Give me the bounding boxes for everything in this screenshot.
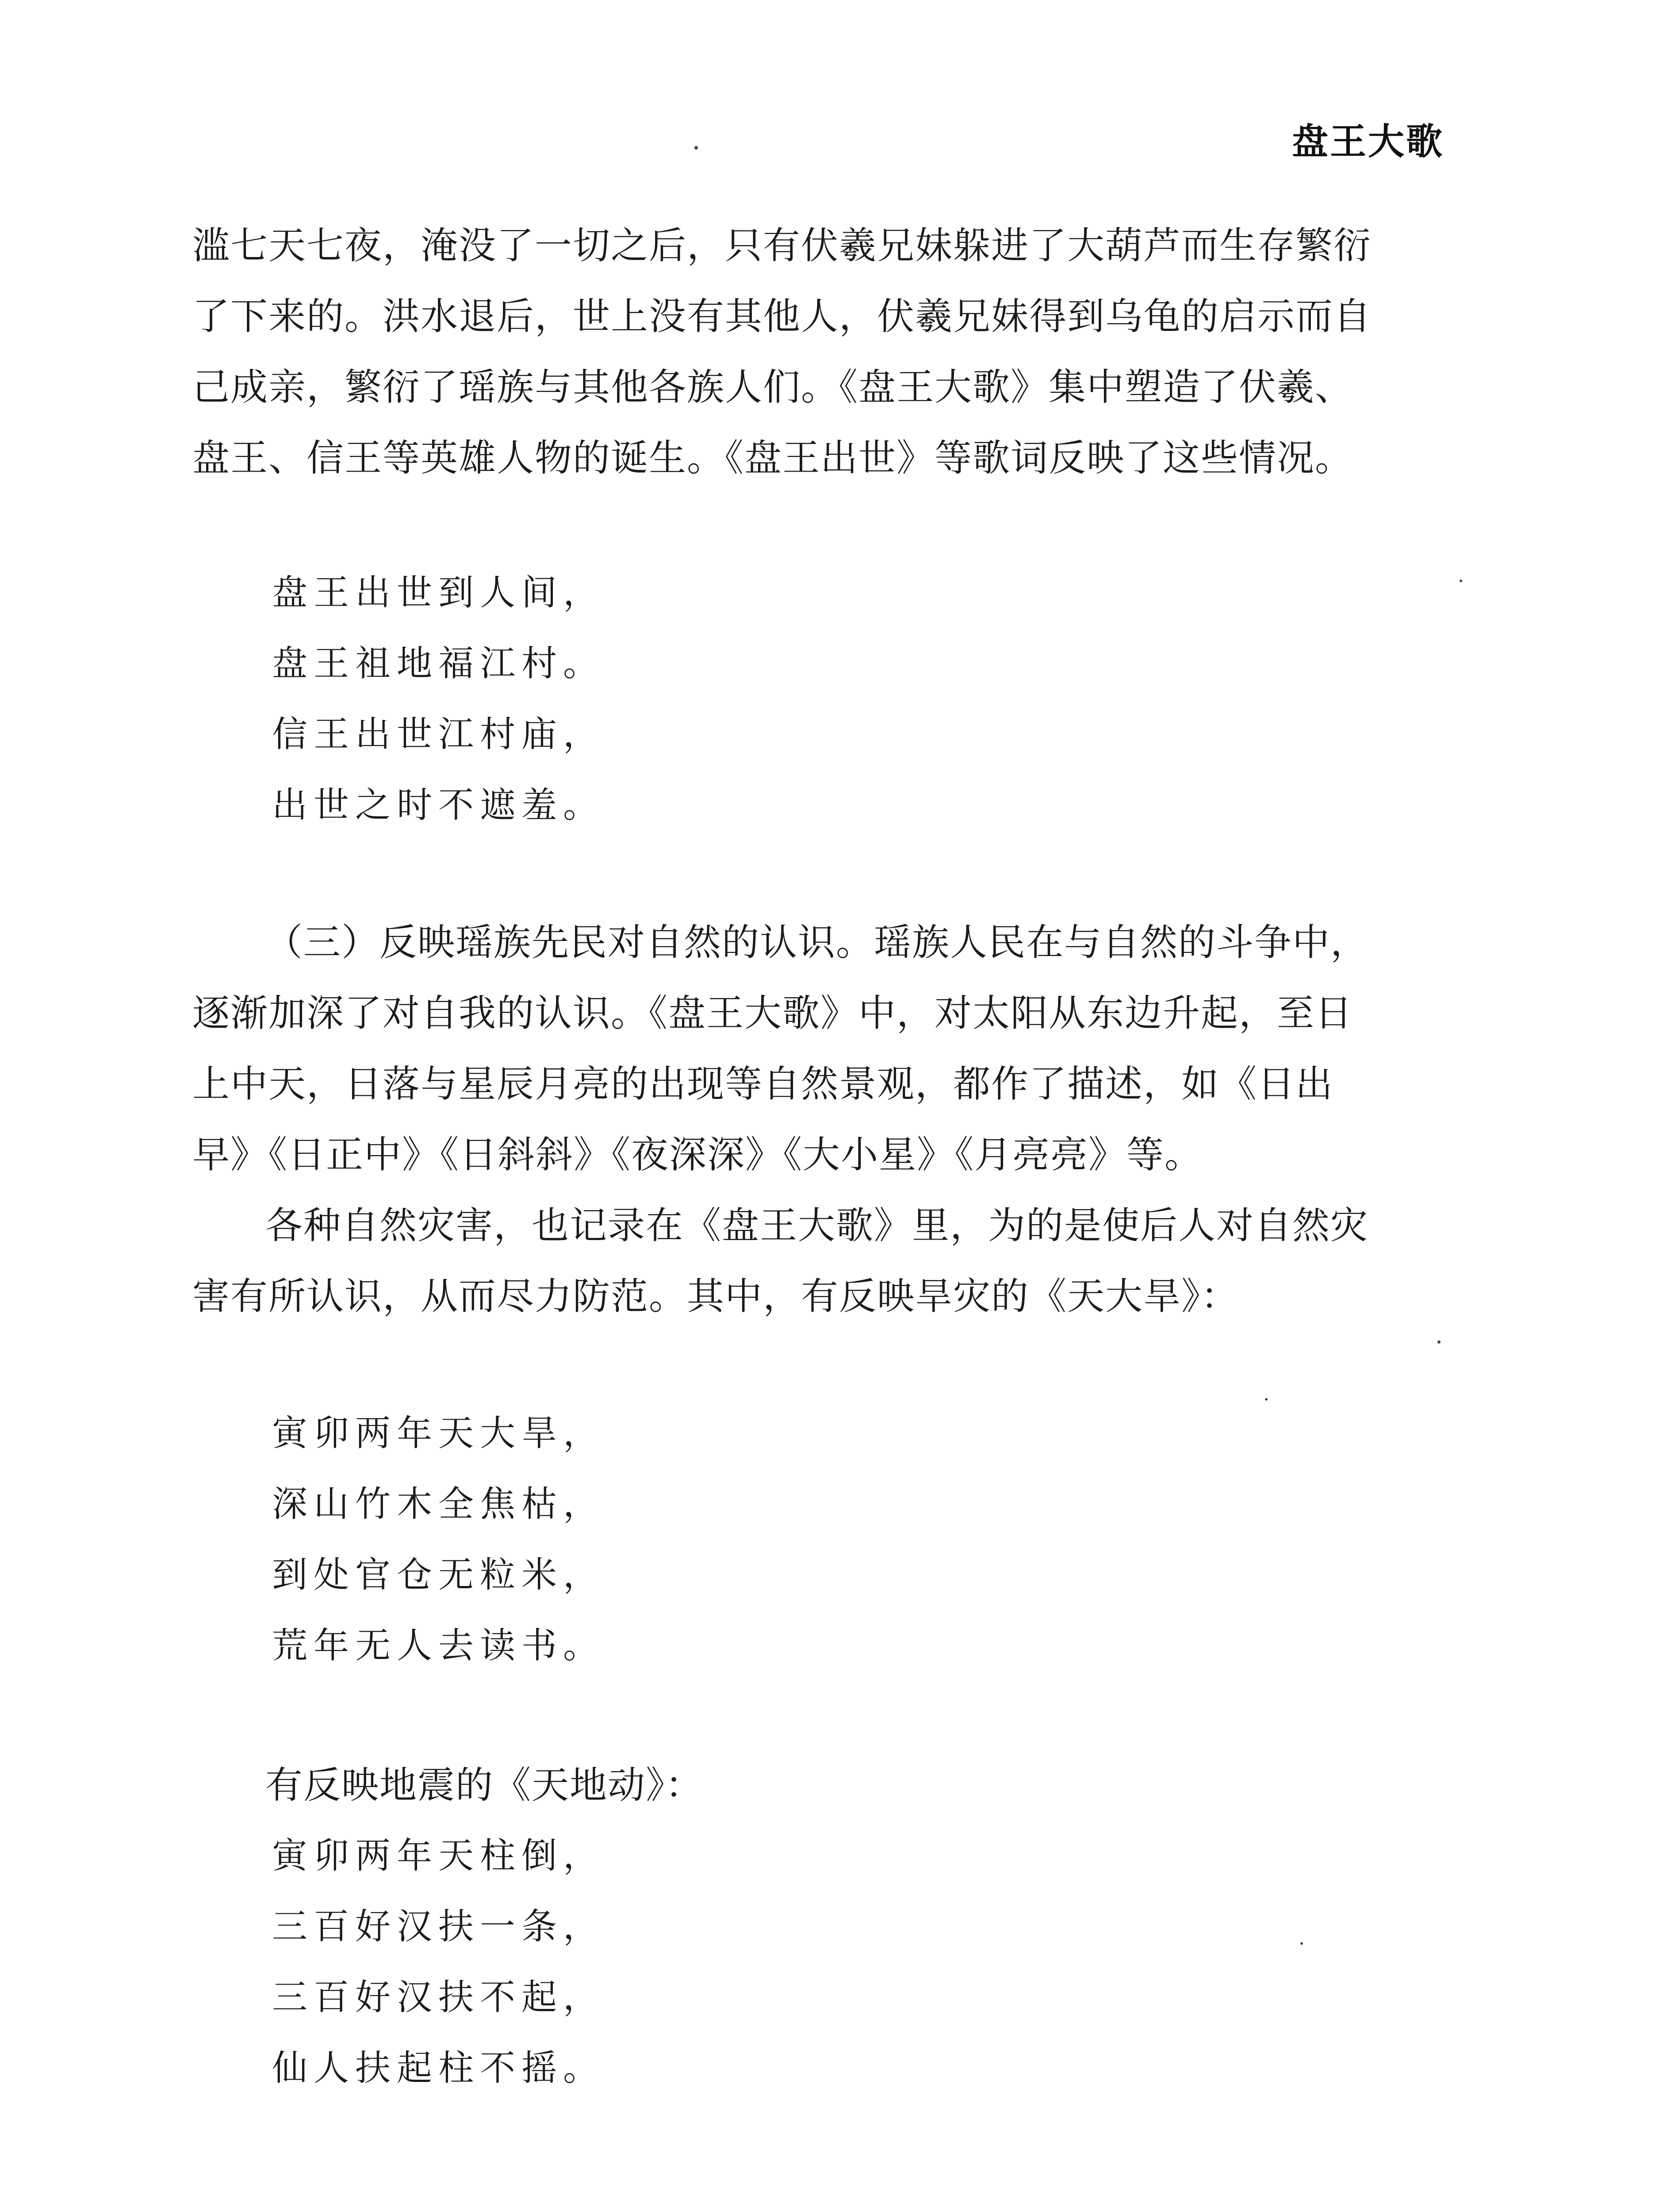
paragraph-line: 盘王、信王等英雄人物的诞生。《盘王出世》等歌词反映了这些情况。 bbox=[192, 436, 1353, 480]
paragraph-line: 逐渐加深了对自我的认识。《盘王大歌》中，对太阳从东边升起，至日 bbox=[192, 991, 1353, 1035]
paragraph-line: 各种自然灾害，也记录在《盘王大歌》里，为的是使后人对自然灾 bbox=[265, 1204, 1369, 1247]
verse-line: 深山竹木全焦枯， bbox=[272, 1483, 605, 1525]
paragraph-line: 了下来的。洪水退后，世上没有其他人，伏羲兄妹得到乌龟的启示而自 bbox=[192, 295, 1372, 338]
scan-speck bbox=[1300, 1942, 1303, 1945]
scan-speck bbox=[1437, 1340, 1441, 1344]
verse-line: 荒年无人去读书。 bbox=[272, 1625, 605, 1666]
verse-line: 三百好汉扶不起， bbox=[272, 1977, 605, 2018]
paragraph-line: 上中天，日落与星辰月亮的出现等自然景观，都作了描述，如《日出 bbox=[192, 1062, 1334, 1106]
paragraph-line: 己成亲，繁衍了瑶族与其他各族人们。《盘王大歌》集中塑造了伏羲、 bbox=[192, 365, 1353, 409]
scan-speck bbox=[1460, 580, 1462, 582]
verse-line: 出世之时不遮羞。 bbox=[272, 784, 605, 826]
verse-line: 信王出世江村庙， bbox=[272, 714, 605, 755]
verse-line: 寅卯两年天柱倒， bbox=[272, 1835, 605, 1876]
scan-speck bbox=[1265, 1398, 1268, 1401]
paragraph-line: 滥七天七夜，淹没了一切之后，只有伏羲兄妹躲进了大葫芦而生存繁衍 bbox=[192, 224, 1372, 267]
verse-line: 仙人扶起柱不摇。 bbox=[272, 2047, 605, 2089]
paragraph-line: 害有所认识，从而尽力防范。其中，有反映旱灾的《天大旱》： bbox=[192, 1275, 1239, 1318]
verse-line: 寅卯两年天大旱， bbox=[272, 1413, 605, 1454]
paragraph-line: 早》《日正中》《日斜斜》《夜深深》《大小星》《月亮亮》等。 bbox=[192, 1133, 1203, 1176]
scan-speck bbox=[694, 146, 698, 150]
paragraph-line: （三）反映瑶族先民对自然的认识。瑶族人民在与自然的斗争中， bbox=[265, 921, 1369, 964]
earthquake-intro-line: 有反映地震的《天地动》： bbox=[265, 1763, 704, 1807]
verse-line: 到处官仓无粒米， bbox=[272, 1554, 605, 1595]
verse-line: 盘王祖地福江村。 bbox=[272, 643, 605, 684]
running-header-title: 盘王大歌 bbox=[1291, 121, 1444, 163]
verse-line: 三百好汉扶一条， bbox=[272, 1906, 605, 1947]
verse-line: 盘王出世到人间， bbox=[272, 572, 605, 613]
